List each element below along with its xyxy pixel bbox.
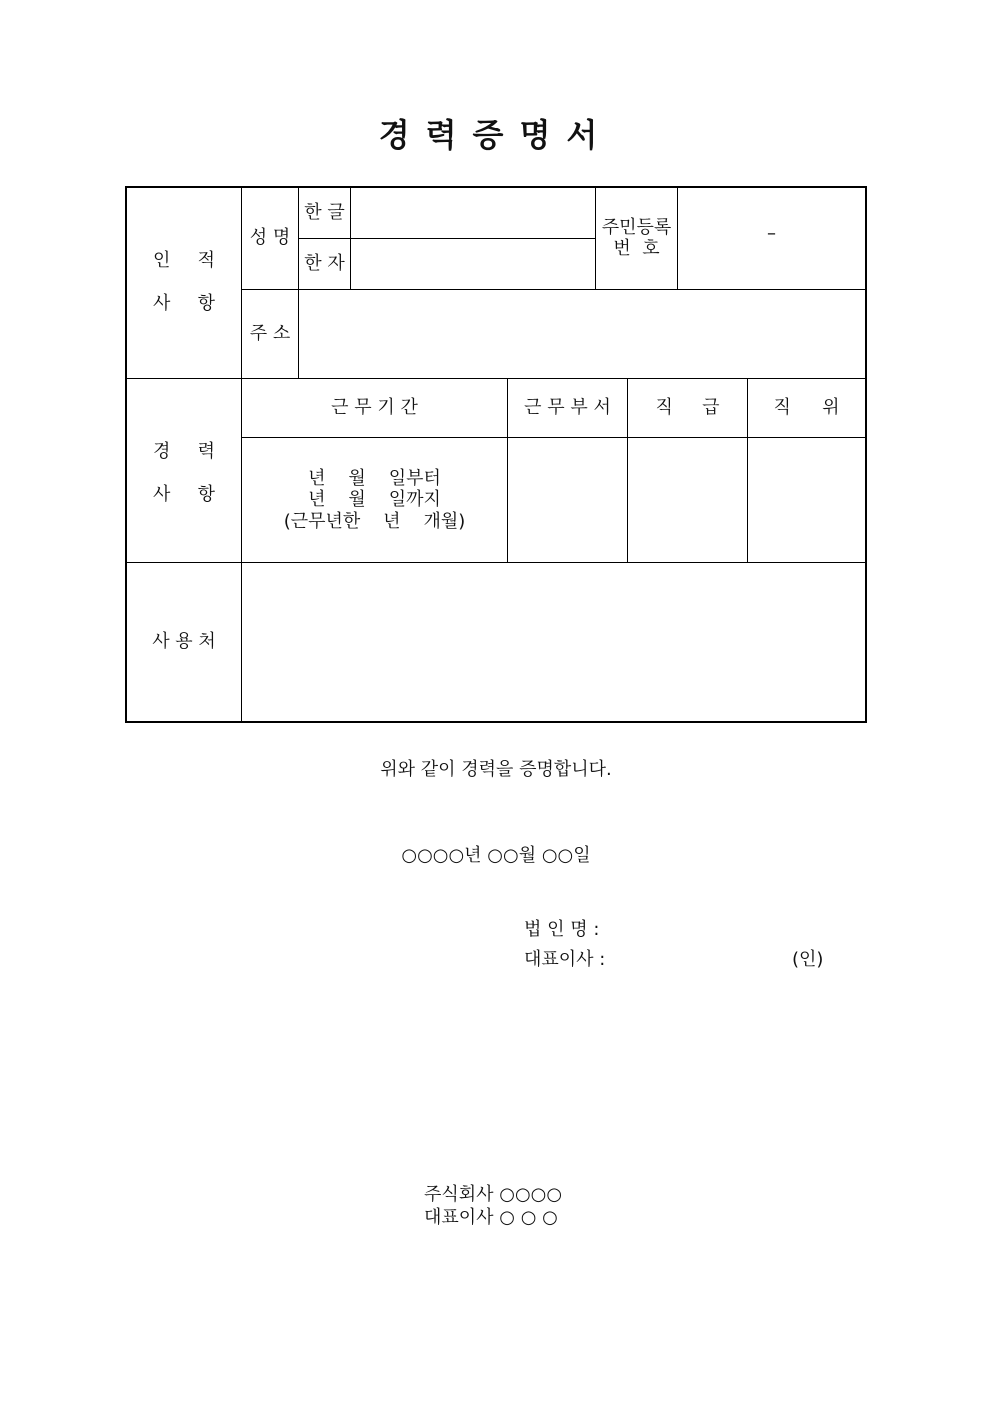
- address-field[interactable]: [299, 290, 865, 378]
- usage-field[interactable]: [242, 563, 865, 721]
- document-title: 경력증명서: [378, 116, 614, 154]
- department-header: 근 무 부 서: [524, 396, 611, 418]
- hanja-label: 한 자: [304, 252, 345, 274]
- name-label: 성 명: [249, 227, 291, 249]
- position-field[interactable]: [748, 438, 865, 562]
- personal-section-label: 인 적 사 항: [153, 250, 215, 314]
- grade-header: 직 급: [655, 396, 720, 418]
- corporation-name-label: 법 인 명 :: [524, 919, 600, 940]
- issue-date: ○○○○년 ○○월 ○○일: [401, 845, 591, 866]
- address-label: 주 소: [249, 322, 291, 344]
- period-start: 년 월 일부터: [308, 467, 441, 489]
- resident-id-label: 주민등록 번 호: [601, 216, 672, 259]
- resident-id-dash: –: [767, 223, 776, 245]
- period-total: (근무년한 년 개월): [283, 510, 466, 532]
- period-header: 근 무 기 간: [331, 396, 418, 418]
- certification-statement: 위와 같이 경력을 증명합니다.: [380, 759, 612, 780]
- period-field[interactable]: [242, 438, 507, 562]
- hangul-name-field[interactable]: [351, 188, 595, 238]
- period-end: 년 월 일까지: [308, 489, 441, 511]
- hangul-label: 한 글: [304, 201, 345, 223]
- representative-label: 대표이사 :: [524, 949, 606, 970]
- career-section-label: 경 력 사 항: [153, 440, 215, 505]
- department-field[interactable]: [508, 438, 627, 562]
- grade-field[interactable]: [628, 438, 747, 562]
- hanja-name-field[interactable]: [351, 239, 595, 289]
- seal-mark: (인): [792, 949, 824, 970]
- company-name: 주식회사 ○○○○: [424, 1184, 563, 1205]
- position-header: 직 위: [773, 396, 840, 418]
- ceo-name: 대표이사 ○ ○ ○: [424, 1207, 558, 1228]
- usage-label: 사 용 처: [152, 630, 216, 652]
- resident-id-field[interactable]: [678, 188, 865, 289]
